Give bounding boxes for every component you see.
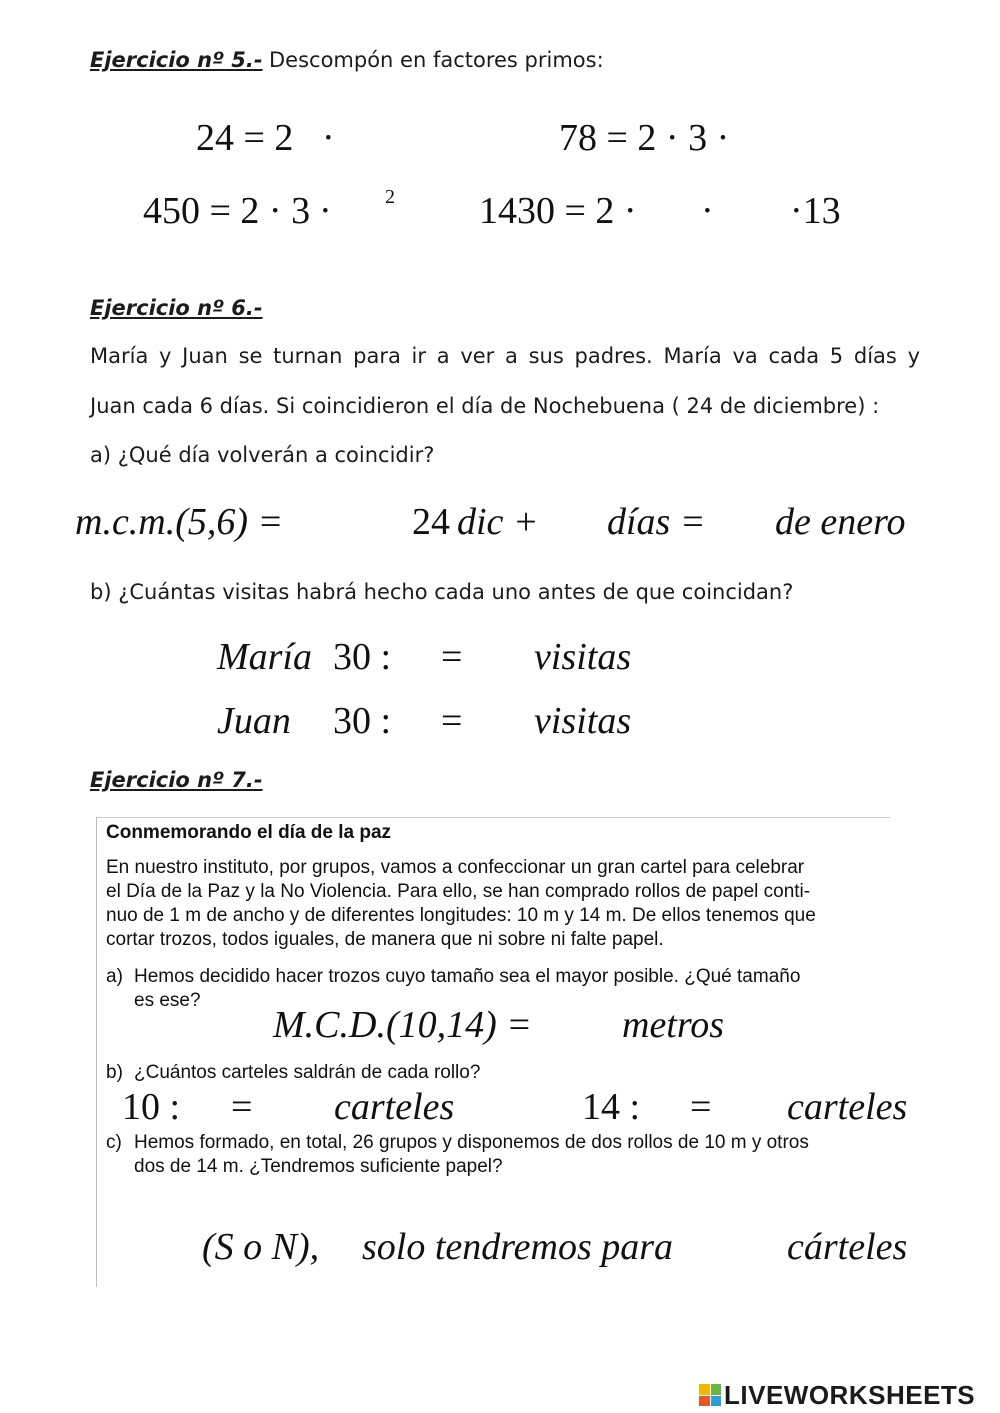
equation-1430: 1430 = 2 ·	[479, 190, 637, 232]
equation-450: 450 = 2 · 3	[143, 190, 311, 232]
carteles-14: carteles	[787, 1086, 908, 1128]
exercise-6-line-1: María y Juan se turnan para ir a ver a sus padres. María va cada 5 días y	[90, 344, 920, 368]
problem-box-title: Conmemorando el día de la paz	[106, 822, 392, 843]
enero-label: de enero	[775, 501, 906, 543]
carteles-10: carteles	[334, 1086, 455, 1128]
exercise-6-question-a: a) ¿Qué día volverán a coincidir?	[90, 443, 435, 467]
maria-label: María	[217, 636, 312, 678]
equation-450-exponent: 2	[385, 186, 395, 208]
juan-equals: =	[441, 700, 463, 742]
exercise-7-title: Ejercicio nº 7.-	[90, 768, 263, 792]
liveworksheets-logo-text: LIVEWORKSHEETS	[724, 1379, 976, 1410]
solo-tendremos-label: solo tendremos para	[362, 1226, 674, 1268]
carteles-total: cárteles	[787, 1226, 908, 1268]
division-10-equals: =	[231, 1086, 253, 1128]
juan-visitas: visitas	[534, 700, 632, 742]
maria-division: 30 :	[333, 636, 392, 678]
division-14-equals: =	[690, 1086, 712, 1128]
question-b-label: b)	[106, 1062, 123, 1083]
equation-1430-end: ·13	[790, 190, 841, 232]
question-b-text: ¿Cuántos carteles saldrán de cada rollo?	[134, 1062, 481, 1083]
equation-78: 78 = 2 · 3 ·	[559, 117, 730, 159]
logo-square-4	[711, 1396, 722, 1407]
question-c-line-2: dos de 14 m. ¿Tendremos suficiente papel?	[134, 1156, 503, 1177]
juan-label: Juan	[217, 700, 291, 742]
liveworksheets-logo	[699, 1378, 975, 1412]
mcd-expression: M.C.D.(10,14) =	[273, 1004, 532, 1046]
exercise-6-title: Ejercicio nº 6.-	[90, 296, 263, 320]
equation-1430-dot: ·	[701, 190, 714, 232]
equation-24: 24 = 2	[196, 117, 294, 159]
logo-square-2	[711, 1384, 722, 1395]
exercise-5-instruction: Descompón en factores primos:	[269, 48, 604, 72]
division-10: 10 :	[122, 1086, 181, 1128]
dias-label: días =	[607, 501, 706, 543]
exercise-5-title: Ejercicio nº 5.-	[90, 48, 263, 72]
liveworksheets-logo-icon	[699, 1384, 721, 1406]
problem-text-line-2: el Día de la Paz y la No Violencia. Para ello, se han comprado rollos de papel conti-	[106, 881, 811, 902]
s-o-n-label: (S o N),	[202, 1226, 320, 1268]
problem-text-line-1: En nuestro instituto, por grupos, vamos a confeccionar un gran cartel para celebrar	[106, 857, 805, 878]
dic-label: dic +	[457, 501, 539, 543]
question-a-label: a)	[106, 966, 123, 987]
logo-square-3	[699, 1396, 710, 1407]
maria-equals: =	[441, 636, 463, 678]
question-a-line-1: Hemos decidido hacer trozos cuyo tamaño sea el mayor posible. ¿Qué tamaño	[134, 966, 801, 987]
juan-division: 30 :	[333, 700, 392, 742]
problem-text-line-4: cortar trozos, todos iguales, de manera que ni sobre ni falte papel.	[106, 929, 664, 950]
dic-number: 24	[412, 501, 450, 543]
equation-24-dot: ·	[322, 117, 335, 159]
metros-label: metros	[622, 1004, 725, 1046]
problem-box-left-border	[96, 817, 97, 1287]
question-a-line-2: es ese?	[134, 990, 201, 1011]
mcm-expression: m.c.m.(5,6) =	[75, 501, 284, 543]
question-c-line-1: Hemos formado, en total, 26 grupos y disponemos de dos rollos de 10 m y otros	[134, 1132, 809, 1153]
maria-visitas: visitas	[534, 636, 632, 678]
equation-450-dot: ·	[319, 190, 332, 232]
division-14: 14 :	[582, 1086, 641, 1128]
exercise-6-line-2: Juan cada 6 días. Si coincidieron el día de Nochebuena ( 24 de diciembre) :	[90, 394, 880, 418]
problem-text-line-3: nuo de 1 m de ancho y de diferentes longitudes: 10 m y 14 m. De ellos tenemos que	[106, 905, 816, 926]
exercise-6-question-b: b) ¿Cuántas visitas habrá hecho cada uno antes de que coincidan?	[90, 580, 794, 604]
logo-square-1	[699, 1384, 710, 1395]
question-c-label: c)	[106, 1132, 122, 1153]
problem-box-top-border	[97, 817, 890, 818]
